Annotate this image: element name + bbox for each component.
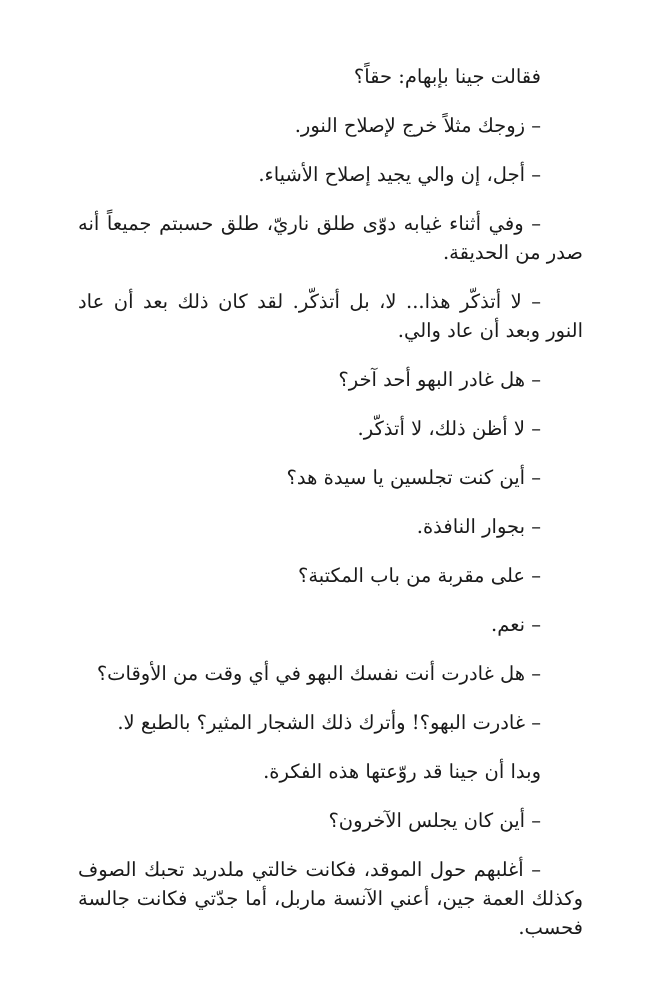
paragraph-9: – بجوار النافذة. <box>416 515 541 538</box>
paragraph-14: وبدا أن جينا قد روّعتها هذه الفكرة. <box>263 760 541 783</box>
paragraph-4: – وفي أثناء غيابه دوّى طلق ناريّ، طلق حسبتم جميعاً أنه صدر من الحديقة. <box>78 212 583 264</box>
paragraph-3: – أجل، إن والي يجيد إصلاح الأشياء. <box>258 163 541 186</box>
paragraph-12: – هل غادرت أنت نفسك البهو في أي وقت من الأوقات؟ <box>96 662 541 685</box>
paragraph-15: – أين كان يجلس الآخرون؟ <box>328 809 541 832</box>
paragraph-16: – أغلبهم حول الموقد، فكانت خالتي ملدريد تحبك الصوف وكذلك العمة جين، أعني الآنسة ماربل، أما جدّتي فكانت جالسة فحسب. <box>78 858 583 939</box>
paragraph-6: – هل غادر البهو أحد آخر؟ <box>338 368 541 391</box>
paragraph-1: فقالت جينا بإبهام: حقاً؟ <box>353 65 541 88</box>
book-page-text <box>78 62 583 942</box>
paragraph-11: – نعم. <box>491 613 541 636</box>
paragraph-10: – على مقربة من باب المكتبة؟ <box>297 564 541 587</box>
paragraph-7: – لا أظن ذلك، لا أتذكّر. <box>357 417 541 440</box>
paragraph-5: – لا أتذكّر هذا... لا، بل أتذكّر. لقد كان ذلك بعد أن عاد النور وبعد أن عاد والي. <box>78 290 583 342</box>
paragraph-2: – زوجك مثلاً خرج لإصلاح النور. <box>294 114 541 137</box>
paragraph-13: – غادرت البهو؟! وأترك ذلك الشجار المثير؟ بالطبع لا. <box>117 711 541 734</box>
paragraph-8: – أين كنت تجلسين يا سيدة هد؟ <box>286 466 541 489</box>
